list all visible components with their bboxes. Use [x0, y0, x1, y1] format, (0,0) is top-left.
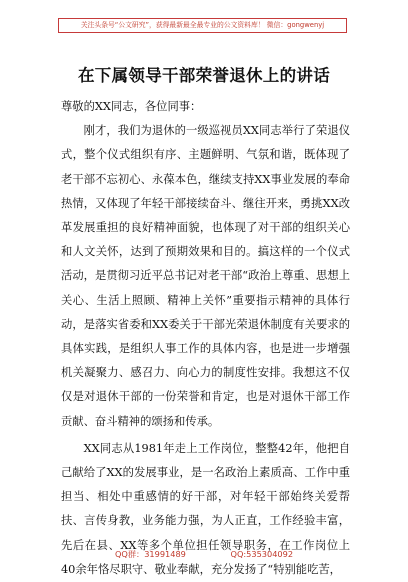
body-paragraph: XX同志从1981年走上工作岗位，整整42年，他把自己献给了XX的发展事业，是一名政治上素质高、工作中重担当、相处中重感情的好干部，对年轻干部始终关爱帮扶、言传身教，业务能力强，为人正直，工作经验丰富，先后在县、XX等多个单位担任领导职务，在工作岗位上40余年恪尽职守、敬业奉献，充分发扬了“特别能吃苦， — [61, 441, 350, 576]
salutation: 尊敬的XX同志，各位同事： — [61, 100, 202, 113]
promo-banner-text: 关注头条号“公文研究”，获得最新最全最专业的公文资料库！ 微信：gongwenyj — [80, 21, 325, 29]
footer-qq-group: QQ群：31991489 — [114, 549, 186, 559]
footer-qq: QQ:535304092 — [230, 549, 294, 559]
document-title: 在下属领导干部荣誉退休上的讲话 — [78, 66, 330, 85]
footer-contact — [0, 549, 408, 560]
promo-banner — [58, 18, 347, 33]
body-paragraph: 刚才，我们为退休的一级巡视员XX同志举行了荣退仪式，整个仪式组织有序、主题鲜明、气氛和谐，既体现了老干部不忘初心、永葆本色，继续支持XX事业发展的奉命热情，又体现了年轻干部接续奋斗、继往开来，勇挑XX改革发展重担的良好精神面貌，也体现了对干部的组织关心和人文关怀，达到了预期效果和目的。搞这样的一个仪式活动，是贯彻习近平总书记对老干部“政治上尊重、思想上关心、生活上照顾、精神上关怀”重要指示精神的具体行动，是落实省委和XX委关于干部光荣退休制度有关要求的具体实践，是组织人事工作的具体内容，也是进一步增强机关凝聚力、感召力、向心力的制度性安排。我想这不仅仅是对退休干部的一份荣誉和肯定，也是对退休干部工作贡献、奋斗精神的颂扬和传承。 — [61, 124, 350, 428]
document-body — [61, 95, 350, 582]
